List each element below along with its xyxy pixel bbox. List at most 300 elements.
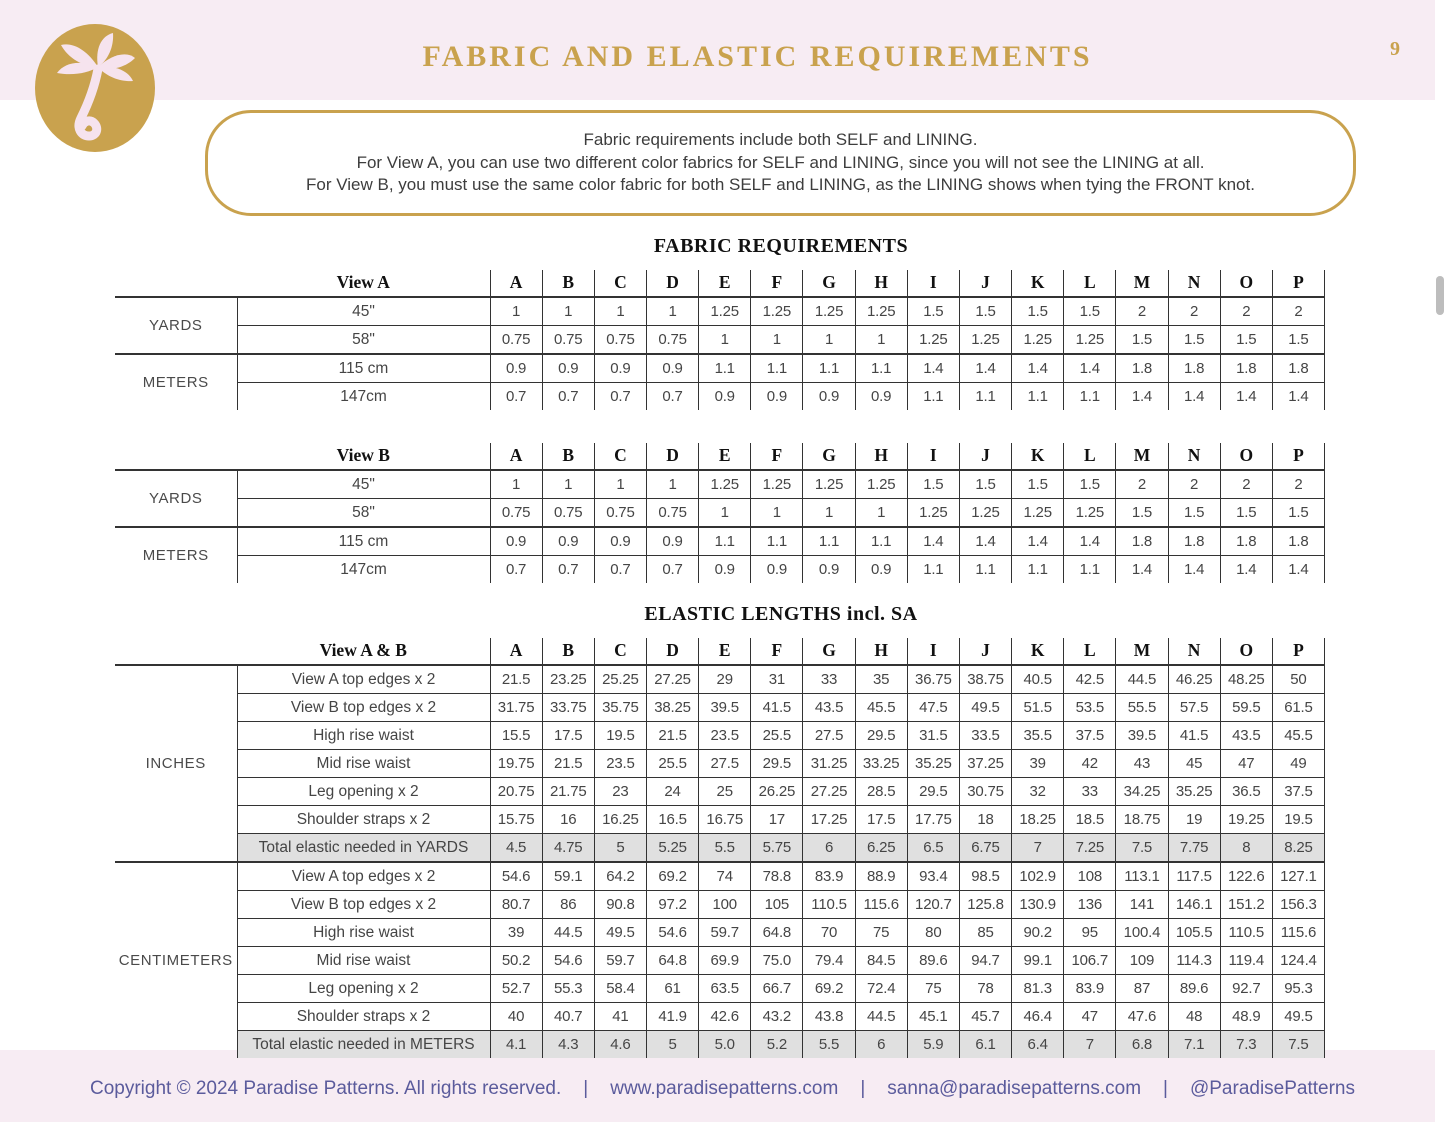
size-column-header: E [699, 270, 751, 297]
value-cell: 7.5 [1272, 1031, 1324, 1059]
table-row [115, 297, 1325, 326]
page-title: FABRIC AND ELASTIC REQUIREMENTS [422, 40, 1093, 73]
value-cell: 45.1 [907, 1003, 959, 1031]
value-cell: 17.5 [542, 722, 594, 750]
size-column-header: C [594, 638, 646, 665]
value-cell: 1.25 [751, 297, 803, 326]
value-cell: 40.5 [1012, 665, 1064, 694]
value-cell: 1.5 [1012, 470, 1064, 499]
value-cell: 49 [1272, 750, 1324, 778]
value-cell: 16 [542, 806, 594, 834]
value-cell: 0.9 [646, 354, 698, 383]
value-cell: 18.25 [1012, 806, 1064, 834]
value-cell: 54.6 [490, 862, 542, 891]
value-cell: 16.75 [699, 806, 751, 834]
value-cell: 19.25 [1220, 806, 1272, 834]
value-cell: 0.7 [542, 556, 594, 584]
value-cell: 19 [1168, 806, 1220, 834]
value-cell: 33 [803, 665, 855, 694]
value-cell: 57.5 [1168, 694, 1220, 722]
value-cell: 2 [1168, 470, 1220, 499]
table-row [115, 947, 1325, 975]
value-cell: 78 [959, 975, 1011, 1003]
size-column-header: D [646, 638, 698, 665]
value-cell: 95 [1064, 919, 1116, 947]
value-cell: 1.4 [1064, 527, 1116, 556]
table-row [115, 527, 1325, 556]
size-column-header: L [1064, 270, 1116, 297]
value-cell: 32 [1012, 778, 1064, 806]
value-cell: 38.75 [959, 665, 1011, 694]
value-cell: 1 [699, 326, 751, 355]
row-label: View A top edges x 2 [237, 862, 490, 891]
table-row [115, 778, 1325, 806]
value-cell: 79.4 [803, 947, 855, 975]
value-cell: 1 [490, 470, 542, 499]
value-cell: 83.9 [803, 862, 855, 891]
value-cell: 1.25 [855, 297, 907, 326]
value-cell: 1 [751, 326, 803, 355]
value-cell: 2 [1168, 297, 1220, 326]
value-cell: 47.6 [1116, 1003, 1168, 1031]
row-label: 45" [237, 297, 490, 326]
value-cell: 42.6 [699, 1003, 751, 1031]
value-cell: 21.5 [490, 665, 542, 694]
row-label: Shoulder straps x 2 [237, 806, 490, 834]
value-cell: 80 [907, 919, 959, 947]
value-cell: 35 [855, 665, 907, 694]
size-column-header: C [594, 270, 646, 297]
table-row [115, 834, 1325, 863]
value-cell: 29.5 [907, 778, 959, 806]
size-column-header: N [1168, 638, 1220, 665]
value-cell: 42.5 [1064, 665, 1116, 694]
value-cell: 1.25 [1064, 499, 1116, 528]
value-cell: 27.5 [699, 750, 751, 778]
size-column-header: F [751, 638, 803, 665]
table-row [115, 806, 1325, 834]
value-cell: 94.7 [959, 947, 1011, 975]
value-cell: 1.4 [959, 527, 1011, 556]
size-column-header: I [907, 270, 959, 297]
value-cell: 59.1 [542, 862, 594, 891]
value-cell: 0.75 [646, 499, 698, 528]
value-cell: 1.25 [751, 470, 803, 499]
value-cell: 19.5 [594, 722, 646, 750]
value-cell: 1.1 [1064, 556, 1116, 584]
value-cell: 0.9 [803, 556, 855, 584]
value-cell: 1 [855, 326, 907, 355]
value-cell: 1.25 [803, 470, 855, 499]
value-cell: 42 [1064, 750, 1116, 778]
value-cell: 4.6 [594, 1031, 646, 1059]
value-cell: 0.9 [751, 383, 803, 411]
value-cell: 1.5 [1116, 326, 1168, 355]
size-column-header: H [855, 443, 907, 470]
value-cell: 89.6 [1168, 975, 1220, 1003]
size-column-header: O [1220, 270, 1272, 297]
value-cell: 1.25 [1064, 326, 1116, 355]
value-cell: 33.25 [855, 750, 907, 778]
value-cell: 1.1 [1064, 383, 1116, 411]
value-cell: 0.9 [542, 527, 594, 556]
table-row [115, 354, 1325, 383]
value-cell: 40 [490, 1003, 542, 1031]
value-cell: 37.5 [1064, 722, 1116, 750]
table-row [115, 383, 1325, 411]
value-cell: 21.5 [542, 750, 594, 778]
value-cell: 55.5 [1116, 694, 1168, 722]
value-cell: 1 [542, 470, 594, 499]
row-label: View A top edges x 2 [237, 665, 490, 694]
value-cell: 6.5 [907, 834, 959, 863]
row-label: Mid rise waist [237, 947, 490, 975]
value-cell: 124.4 [1272, 947, 1324, 975]
value-cell: 33.75 [542, 694, 594, 722]
value-cell: 1.5 [1220, 326, 1272, 355]
value-cell: 44.5 [855, 1003, 907, 1031]
value-cell: 114.3 [1168, 947, 1220, 975]
value-cell: 39.5 [699, 694, 751, 722]
value-cell: 39.5 [1116, 722, 1168, 750]
value-cell: 47.5 [907, 694, 959, 722]
size-column-header: H [855, 638, 907, 665]
fabric-table-view-b [115, 443, 1325, 583]
table-corner-cell [115, 443, 237, 470]
value-cell: 0.9 [803, 383, 855, 411]
value-cell: 59.7 [699, 919, 751, 947]
value-cell: 105 [751, 891, 803, 919]
table-corner-cell [115, 270, 237, 297]
table-row [115, 499, 1325, 528]
size-column-header: L [1064, 443, 1116, 470]
value-cell: 61 [646, 975, 698, 1003]
value-cell: 1.8 [1116, 527, 1168, 556]
table-row [115, 556, 1325, 584]
size-column-header: A [490, 638, 542, 665]
size-header-row [115, 270, 1325, 297]
value-cell: 25.5 [751, 722, 803, 750]
footer-website-link[interactable]: www.paradisepatterns.com [610, 1078, 839, 1099]
row-label: Total elastic needed in YARDS [237, 834, 490, 863]
row-label: High rise waist [237, 722, 490, 750]
value-cell: 81.3 [1012, 975, 1064, 1003]
value-cell: 110.5 [803, 891, 855, 919]
value-cell: 1.25 [699, 297, 751, 326]
value-cell: 25 [699, 778, 751, 806]
value-cell: 95.3 [1272, 975, 1324, 1003]
value-cell: 1.4 [1012, 527, 1064, 556]
size-column-header: B [542, 443, 594, 470]
page-number: 9 [1390, 38, 1400, 60]
value-cell: 1.8 [1272, 354, 1324, 383]
row-label: Leg opening x 2 [237, 778, 490, 806]
value-cell: 31.25 [803, 750, 855, 778]
value-cell: 136 [1064, 891, 1116, 919]
value-cell: 5.25 [646, 834, 698, 863]
row-label: Mid rise waist [237, 750, 490, 778]
value-cell: 45.7 [959, 1003, 1011, 1031]
value-cell: 127.1 [1272, 862, 1324, 891]
row-label: 115 cm [237, 527, 490, 556]
value-cell: 1.25 [959, 326, 1011, 355]
value-cell: 1.4 [1116, 556, 1168, 584]
measurement-unit-label: METERS [115, 354, 237, 410]
value-cell: 18.5 [1064, 806, 1116, 834]
value-cell: 1.1 [699, 354, 751, 383]
measurement-unit-label: INCHES [115, 665, 237, 862]
size-column-header: O [1220, 443, 1272, 470]
value-cell: 1.5 [1064, 470, 1116, 499]
value-cell: 37.5 [1272, 778, 1324, 806]
value-cell: 0.7 [490, 383, 542, 411]
value-cell: 6.75 [959, 834, 1011, 863]
value-cell: 24 [646, 778, 698, 806]
value-cell: 0.9 [751, 556, 803, 584]
size-column-header: K [1012, 638, 1064, 665]
value-cell: 1.25 [907, 326, 959, 355]
value-cell: 61.5 [1272, 694, 1324, 722]
value-cell: 1.5 [1220, 499, 1272, 528]
value-cell: 93.4 [907, 862, 959, 891]
note-line-2: For View A, you can use two different color fabrics for SELF and LINING, since you will not see the LINING at all. [356, 152, 1205, 172]
value-cell: 45.5 [855, 694, 907, 722]
value-cell: 1.5 [907, 297, 959, 326]
view-label: View A [237, 270, 490, 297]
value-cell: 23 [594, 778, 646, 806]
value-cell: 41.9 [646, 1003, 698, 1031]
table-row [115, 665, 1325, 694]
value-cell: 6 [803, 834, 855, 863]
value-cell: 0.9 [646, 527, 698, 556]
value-cell: 49.5 [1272, 1003, 1324, 1031]
value-cell: 25.25 [594, 665, 646, 694]
value-cell: 75.0 [751, 947, 803, 975]
value-cell: 26.25 [751, 778, 803, 806]
view-label: View B [237, 443, 490, 470]
value-cell: 125.8 [959, 891, 1011, 919]
size-header-row [115, 443, 1325, 470]
value-cell: 19.75 [490, 750, 542, 778]
footer-separator: | [1163, 1078, 1168, 1099]
value-cell: 18 [959, 806, 1011, 834]
row-label: Total elastic needed in METERS [237, 1031, 490, 1059]
size-column-header: O [1220, 638, 1272, 665]
value-cell: 78.8 [751, 862, 803, 891]
value-cell: 54.6 [542, 947, 594, 975]
elastic-lengths-heading: ELASTIC LENGTHS incl. SA [644, 603, 918, 625]
value-cell: 1.4 [1116, 383, 1168, 411]
value-cell: 1.5 [1168, 326, 1220, 355]
value-cell: 1 [699, 499, 751, 528]
value-cell: 1.1 [959, 556, 1011, 584]
value-cell: 43.5 [1220, 722, 1272, 750]
value-cell: 1.4 [907, 527, 959, 556]
value-cell: 52.7 [490, 975, 542, 1003]
value-cell: 5.5 [699, 834, 751, 863]
value-cell: 16.25 [594, 806, 646, 834]
size-column-header: N [1168, 270, 1220, 297]
row-label: 115 cm [237, 354, 490, 383]
value-cell: 46.4 [1012, 1003, 1064, 1031]
value-cell: 0.9 [855, 383, 907, 411]
value-cell: 75 [855, 919, 907, 947]
scrollbar-thumb[interactable] [1436, 276, 1444, 315]
value-cell: 1.4 [907, 354, 959, 383]
value-cell: 21.5 [646, 722, 698, 750]
footer-social-handle[interactable]: @ParadisePatterns [1189, 1078, 1356, 1099]
size-header-row [115, 638, 1325, 665]
fabric-requirements-heading: FABRIC REQUIREMENTS [653, 235, 909, 257]
size-column-header: M [1116, 443, 1168, 470]
value-cell: 39 [490, 919, 542, 947]
value-cell: 122.6 [1220, 862, 1272, 891]
value-cell: 88.9 [855, 862, 907, 891]
value-cell: 31.75 [490, 694, 542, 722]
row-label: 147cm [237, 556, 490, 584]
value-cell: 6.1 [959, 1031, 1011, 1059]
value-cell: 85 [959, 919, 1011, 947]
value-cell: 41 [594, 1003, 646, 1031]
value-cell: 31 [751, 665, 803, 694]
value-cell: 113.1 [1116, 862, 1168, 891]
value-cell: 1.25 [855, 470, 907, 499]
value-cell: 97.2 [646, 891, 698, 919]
value-cell: 1 [646, 470, 698, 499]
value-cell: 1.1 [1012, 383, 1064, 411]
value-cell: 5 [646, 1031, 698, 1059]
size-column-header: A [490, 443, 542, 470]
value-cell: 1.5 [1064, 297, 1116, 326]
value-cell: 6.4 [1012, 1031, 1064, 1059]
value-cell: 7.5 [1116, 834, 1168, 863]
value-cell: 1.4 [959, 354, 1011, 383]
size-column-header: E [699, 638, 751, 665]
value-cell: 0.75 [542, 499, 594, 528]
row-label: 147cm [237, 383, 490, 411]
table-row [115, 750, 1325, 778]
value-cell: 1 [751, 499, 803, 528]
value-cell: 105.5 [1168, 919, 1220, 947]
size-column-header: D [646, 443, 698, 470]
value-cell: 1 [594, 470, 646, 499]
value-cell: 1.1 [751, 527, 803, 556]
value-cell: 1 [855, 499, 907, 528]
value-cell: 1.8 [1168, 527, 1220, 556]
value-cell: 69.2 [646, 862, 698, 891]
size-column-header: L [1064, 638, 1116, 665]
value-cell: 1.5 [1116, 499, 1168, 528]
value-cell: 63.5 [699, 975, 751, 1003]
value-cell: 80.7 [490, 891, 542, 919]
value-cell: 39 [1012, 750, 1064, 778]
table-row [115, 470, 1325, 499]
value-cell: 2 [1116, 297, 1168, 326]
value-cell: 40.7 [542, 1003, 594, 1031]
value-cell: 8 [1220, 834, 1272, 863]
view-label: View A & B [237, 638, 490, 665]
value-cell: 1.1 [855, 527, 907, 556]
size-column-header: M [1116, 638, 1168, 665]
footer-email-link[interactable]: sanna@paradisepatterns.com [887, 1078, 1142, 1099]
value-cell: 75 [907, 975, 959, 1003]
elastic-lengths-table [115, 638, 1325, 1058]
value-cell: 1.4 [1012, 354, 1064, 383]
size-column-header: B [542, 638, 594, 665]
value-cell: 27.25 [803, 778, 855, 806]
value-cell: 70 [803, 919, 855, 947]
value-cell: 72.4 [855, 975, 907, 1003]
value-cell: 64.8 [751, 919, 803, 947]
fabric-table-view-a [115, 270, 1325, 410]
table-row [115, 975, 1325, 1003]
value-cell: 1.1 [699, 527, 751, 556]
size-column-header: J [959, 270, 1011, 297]
value-cell: 1.5 [907, 470, 959, 499]
value-cell: 30.75 [959, 778, 1011, 806]
value-cell: 1.1 [907, 383, 959, 411]
value-cell: 49.5 [594, 919, 646, 947]
size-column-header: G [803, 638, 855, 665]
table-row [115, 1003, 1325, 1031]
value-cell: 1.8 [1220, 354, 1272, 383]
value-cell: 1.5 [1012, 297, 1064, 326]
note-line-1: Fabric requirements include both SELF and LINING. [583, 130, 978, 150]
value-cell: 37.25 [959, 750, 1011, 778]
value-cell: 0.9 [699, 556, 751, 584]
value-cell: 1.25 [907, 499, 959, 528]
value-cell: 44.5 [1116, 665, 1168, 694]
value-cell: 2 [1220, 470, 1272, 499]
value-cell: 43.2 [751, 1003, 803, 1031]
footer-separator: | [860, 1078, 866, 1099]
value-cell: 36.5 [1220, 778, 1272, 806]
table-row [115, 722, 1325, 750]
value-cell: 1.8 [1272, 527, 1324, 556]
value-cell: 1.25 [1012, 326, 1064, 355]
value-cell: 41.5 [751, 694, 803, 722]
value-cell: 31.5 [907, 722, 959, 750]
value-cell: 33.5 [959, 722, 1011, 750]
value-cell: 6 [855, 1031, 907, 1059]
size-column-header: G [803, 270, 855, 297]
value-cell: 29.5 [751, 750, 803, 778]
value-cell: 1 [646, 297, 698, 326]
value-cell: 1.4 [1064, 354, 1116, 383]
value-cell: 43 [1116, 750, 1168, 778]
value-cell: 16.5 [646, 806, 698, 834]
value-cell: 35.25 [907, 750, 959, 778]
size-column-header: E [699, 443, 751, 470]
value-cell: 92.7 [1220, 975, 1272, 1003]
value-cell: 83.9 [1064, 975, 1116, 1003]
value-cell: 1.25 [959, 499, 1011, 528]
fabric-note-box [205, 110, 1356, 216]
value-cell: 0.7 [646, 383, 698, 411]
value-cell: 130.9 [1012, 891, 1064, 919]
scrollbar-track[interactable] [1435, 0, 1445, 1122]
value-cell: 50 [1272, 665, 1324, 694]
size-column-header: M [1116, 270, 1168, 297]
value-cell: 2 [1272, 297, 1324, 326]
value-cell: 0.7 [646, 556, 698, 584]
table-row [115, 891, 1325, 919]
value-cell: 35.5 [1012, 722, 1064, 750]
size-column-header: K [1012, 443, 1064, 470]
value-cell: 2 [1272, 470, 1324, 499]
value-cell: 29.5 [855, 722, 907, 750]
value-cell: 41.5 [1168, 722, 1220, 750]
